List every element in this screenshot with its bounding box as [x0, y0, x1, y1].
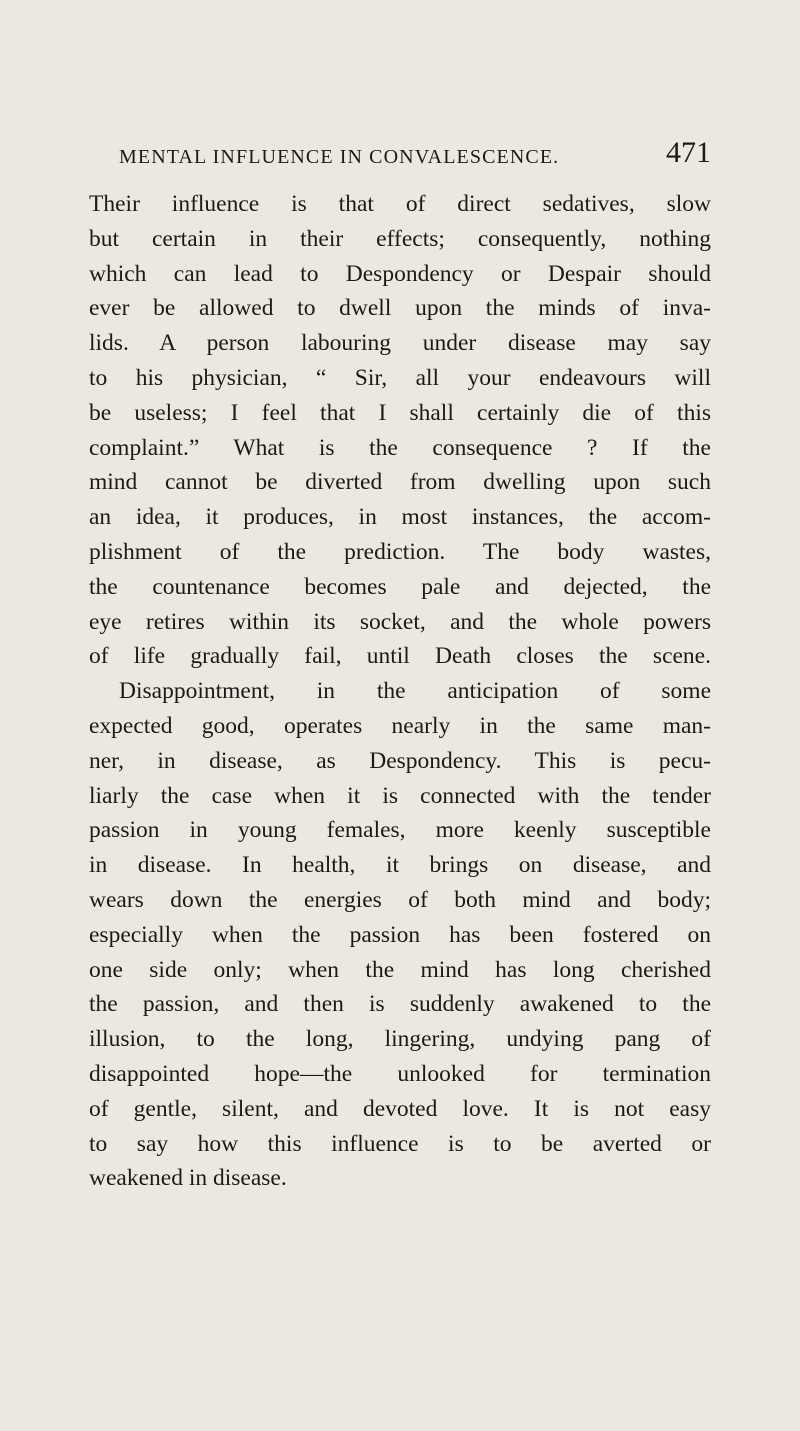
- running-head: [119, 136, 711, 176]
- running-title: MENTAL INFLUENCE IN CONVALESCENCE.: [119, 146, 560, 168]
- text-line: eye retires within its socket, and the whole powers: [89, 608, 711, 635]
- text-line: of life gradually fail, until Death closes the scene.: [89, 643, 711, 670]
- page-number: 471: [666, 136, 711, 169]
- text-line: lids. A person labouring under disease may say: [89, 330, 711, 357]
- text-line: an idea, it produces, in most instances, the accom-: [89, 504, 711, 531]
- text-line: disappointed hope—the unlooked for termination: [89, 1060, 711, 1087]
- text-line: to his physician, “ Sir, all your endeavours will: [89, 364, 711, 391]
- text-line: ner, in disease, as Despondency. This is pecu-: [89, 747, 711, 774]
- text-line: liarly the case when it is connected with the tender: [89, 782, 711, 809]
- text-line: wears down the energies of both mind and body;: [89, 886, 711, 913]
- text-line: but certain in their effects; consequently, nothing: [89, 225, 711, 252]
- text-line: complaint.” What is the consequence ? If the: [89, 434, 711, 461]
- text-line: especially when the passion has been fostered on: [89, 921, 711, 948]
- text-line: plishment of the prediction. The body wastes,: [89, 538, 711, 565]
- text-line: mind cannot be diverted from dwelling upon such: [89, 469, 711, 496]
- text-line: the countenance becomes pale and dejected, the: [89, 573, 711, 600]
- text-line: illusion, to the long, lingering, undying pang of: [89, 1026, 711, 1053]
- text-line: in disease. In health, it brings on disease, and: [89, 852, 711, 879]
- text-line: which can lead to Despondency or Despair should: [89, 260, 711, 287]
- text-line: the passion, and then is suddenly awakened to the: [89, 991, 711, 1018]
- text-line: Their influence is that of direct sedatives, slow: [89, 191, 711, 217]
- text-line: ever be allowed to dwell upon the minds of inva-: [89, 295, 711, 322]
- text-line: be useless; I feel that I shall certainly die of this: [89, 399, 711, 426]
- text-line: to say how this influence is to be averted or: [89, 1130, 711, 1157]
- text-line: passion in young females, more keenly susceptible: [89, 817, 711, 844]
- paragraph-start-line: Disappointment, in the anticipation of some: [119, 678, 711, 705]
- text-line: of gentle, silent, and devoted love. It is not easy: [89, 1095, 711, 1122]
- text-line: weakened in disease.: [89, 1165, 287, 1192]
- body-text: [89, 187, 711, 1196]
- text-line: expected good, operates nearly in the same man-: [89, 712, 711, 739]
- text-line: one side only; when the mind has long cherished: [89, 956, 711, 983]
